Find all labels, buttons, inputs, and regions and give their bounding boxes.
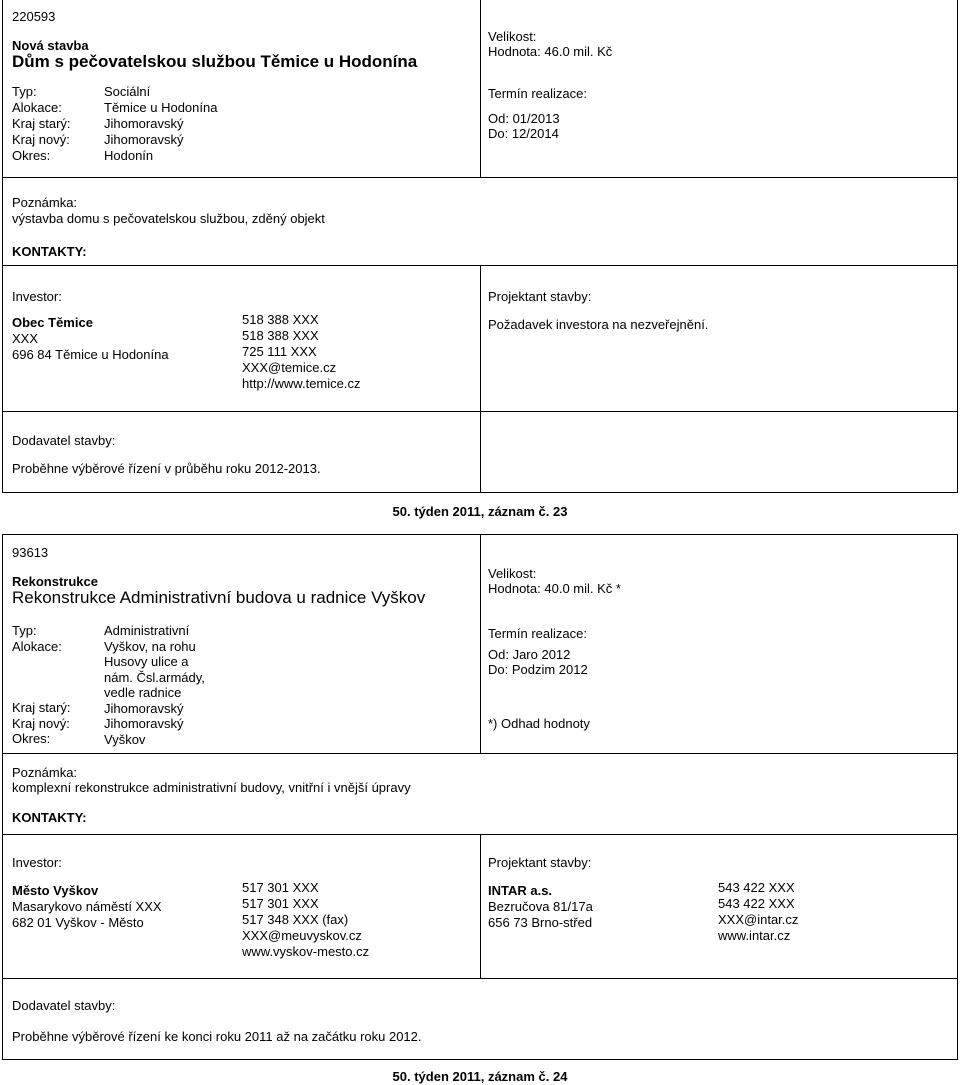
label-projektant: Projektant stavby: [488,855,592,870]
label-termin: Termín realizace: [488,626,587,641]
label-termin: Termín realizace: [488,86,587,101]
value-typ: Administrativní [104,623,190,638]
investor-email[interactable]: XXX@meuvyskov.cz [242,928,362,943]
value-typ: Sociální [104,84,151,99]
investor-line2: Masarykovo náměstí XXX [12,899,162,914]
investor-address [12,315,169,363]
label-dodavatel: Dodavatel stavby: [12,998,116,1013]
label-kontakty: KONTAKTY: [12,244,87,259]
value-poznamka: výstavba domu s pečovatelskou službou, zděný objekt [12,211,325,226]
value-alokace: vedle radnice [104,685,182,700]
value-kraj-novy: Jihomoravský [104,716,184,731]
projektant-address [488,883,593,931]
record-2-divider [480,534,481,754]
record-field-values [104,84,217,164]
investor-line3: 682 01 Vyškov - Město [12,915,144,930]
record-field-labels [12,623,62,655]
investor-website[interactable]: www.vyskov-mesto.cz [242,944,370,959]
record-2-contacts-divider [480,835,481,979]
record-id: 93613 [12,545,49,560]
value-poznamka: komplexní rekonstrukce administrativní budovy, vnitřní i vnější úpravy [12,780,411,795]
record-1-divider [480,0,481,178]
value-kraj-stary: Jihomoravský [104,116,184,131]
investor-contact: 517 301 XXX [242,896,319,911]
label-alokace: Alokace: [12,100,62,115]
value-alokace: Vyškov, na rohu [104,638,196,654]
record-field-labels-lower [12,700,71,747]
footer-week-record: 50. týden 2011, záznam č. 24 [392,1069,568,1084]
record-id: 220593 [12,9,56,24]
investor-name: Obec Těmice [12,315,93,330]
projektant-email[interactable]: XXX@intar.cz [718,912,799,927]
label-kraj-novy: Kraj nový: [12,132,70,147]
label-poznamka: Poznámka: [12,765,78,780]
investor-line2: XXX [12,331,39,346]
projektant-name: INTAR a.s. [488,883,553,898]
label-velikost: Velikost: [488,566,537,581]
projektant-line3: 656 73 Brno-střed [488,915,593,930]
investor-address [12,883,162,931]
value-alokace: Těmice u Hodonína [104,100,218,115]
label-dodavatel: Dodavatel stavby: [12,433,116,448]
investor-line3: 696 84 Těmice u Hodonína [12,347,169,362]
label-investor: Investor: [12,289,62,304]
record-field-values [104,623,205,747]
record-field-labels [12,84,71,164]
label-typ: Typ: [12,84,37,99]
record-stage: Nová stavba [12,38,89,53]
investor-contact: 518 388 XXX [242,328,319,343]
label-kontakty: KONTAKTY: [12,810,87,825]
label-okres: Okres: [12,148,51,163]
record-title: Dům s pečovatelskou službou Těmice u Hodonína [12,52,418,71]
value-od: Od: Jaro 2012 [488,647,571,662]
label-kraj-novy: Kraj nový: [12,715,70,731]
label-velikost: Velikost: [488,29,537,44]
label-poznamka: Poznámka: [12,195,78,210]
value-od: Od: 01/2013 [488,111,560,126]
investor-contact: 517 348 XXX (fax) [242,912,349,927]
value-hodnota: Hodnota: 46.0 mil. Kč [488,44,613,59]
label-projektant: Projektant stavby: [488,289,592,304]
projektant-text: Požadavek investora na nezveřejnění. [488,317,709,332]
investor-contact: 518 388 XXX [242,312,319,327]
investor-contacts [242,880,369,960]
label-kraj-stary: Kraj starý: [12,700,71,715]
dodavatel-text: Proběhne výběrové řízení ke konci roku 2011 až na začátku roku 2012. [12,1029,422,1044]
value-okres: Vyškov [104,731,146,747]
value-okres: Hodonín [104,148,154,163]
record-title: Rekonstrukce Administrativní budova u radnice Vyškov [12,588,426,607]
label-investor: Investor: [12,855,62,870]
value-do: Do: 12/2014 [488,126,559,141]
value-alokace: Husovy ulice a [104,654,189,669]
footer-week-record: 50. týden 2011, záznam č. 23 [392,504,568,519]
investor-contact: 517 301 XXX [242,880,319,895]
value-hodnota: Hodnota: 40.0 mil. Kč * [488,581,621,596]
value-do: Do: Podzim 2012 [488,662,588,677]
record-stage: Rekonstrukce [12,574,98,589]
investor-contact: 725 111 XXX [242,344,317,359]
label-alokace: Alokace: [12,639,62,654]
investor-name: Město Vyškov [12,883,99,898]
investor-website[interactable]: http://www.temice.cz [242,376,361,391]
investor-email[interactable]: XXX@temice.cz [242,360,337,375]
value-kraj-novy: Jihomoravský [104,132,184,147]
record-2-dodavatel-box [2,979,958,1060]
label-typ: Typ: [12,623,37,638]
dodavatel-text: Proběhne výběrové řízení v průběhu roku 2012-2013. [12,461,321,476]
investor-contacts [242,312,360,392]
projektant-contacts [718,880,798,944]
value-kraj-stary: Jihomoravský [104,700,184,716]
projektant-line2: Bezručova 81/17a [488,899,593,914]
projektant-website[interactable]: www.intar.cz [718,928,791,943]
projektant-contact: 543 422 XXX [718,896,795,911]
value-odhad-note: *) Odhad hodnoty [488,716,590,731]
record-1-dodavatel-box [2,412,958,493]
projektant-contact: 543 422 XXX [718,880,795,895]
value-alokace: nám. Čsl.armády, [104,669,205,685]
label-kraj-stary: Kraj starý: [12,116,71,131]
label-okres: Okres: [12,731,51,746]
